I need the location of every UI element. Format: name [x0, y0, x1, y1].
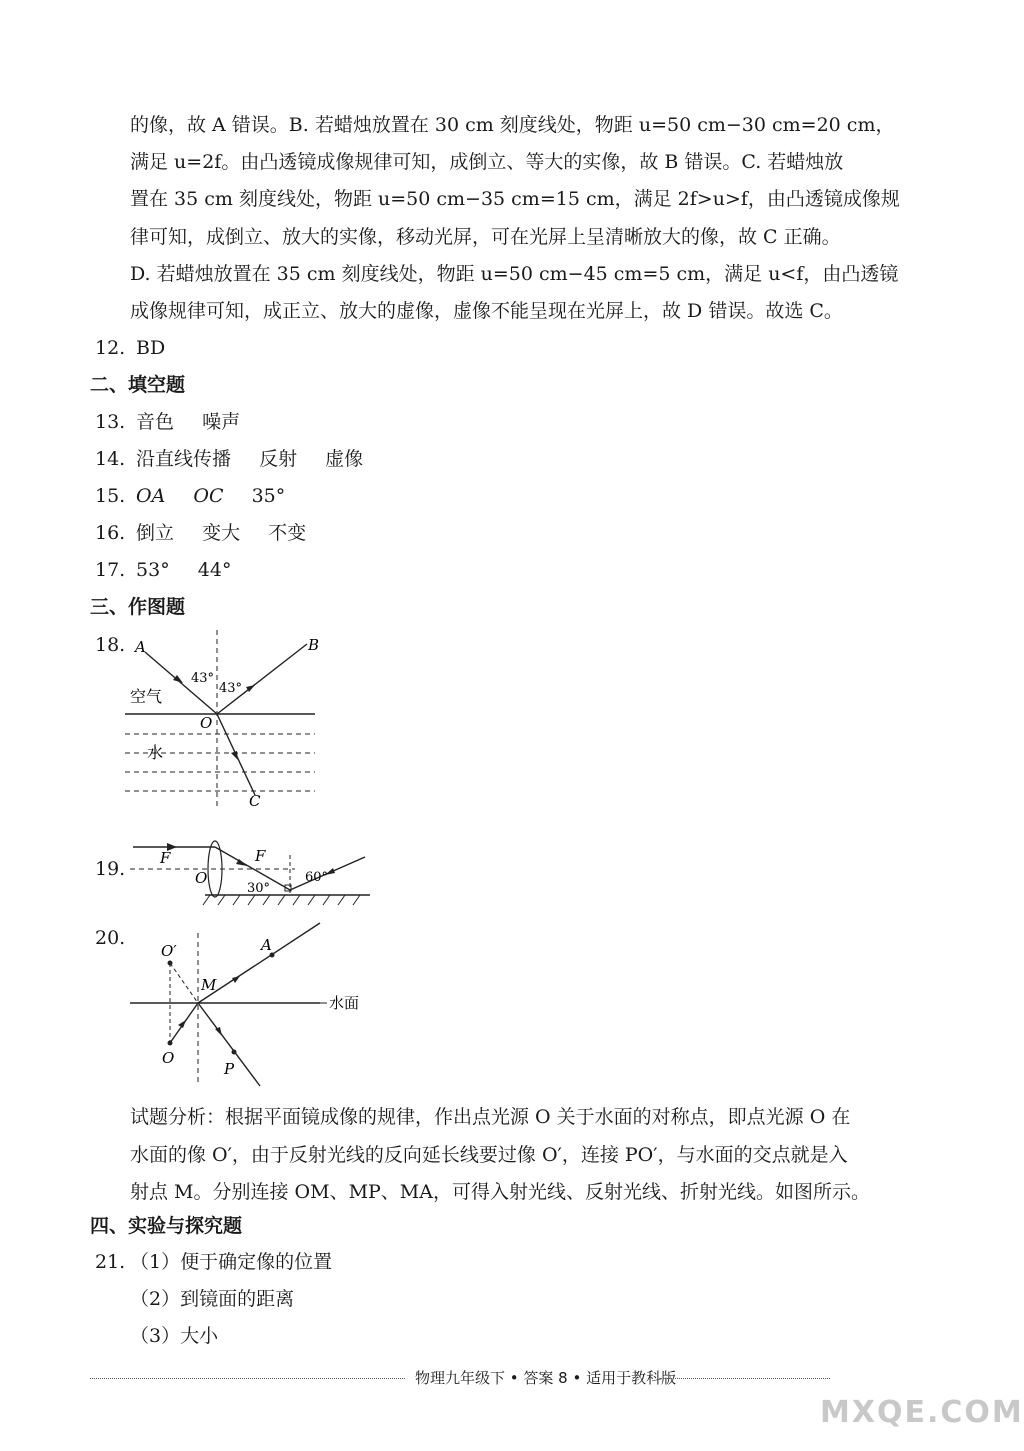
q15-answer: [95, 484, 307, 508]
q17-number: 17.: [95, 559, 126, 581]
q16-item: 倒立: [136, 522, 175, 544]
q19-label-o: O: [195, 869, 208, 887]
q19-label-f-left: F: [160, 849, 171, 867]
q18-number: 18.: [95, 634, 126, 656]
q18-label-o: O: [200, 714, 213, 732]
q20-label-o-prime: O′: [161, 942, 177, 960]
q17-answer: [95, 558, 253, 582]
analysis-line-2: 水面的像 O′，由于反射光线的反向延长线要过像 O′，连接 PO′，与水面的交点就是入: [130, 1144, 848, 1166]
q18-angle-reflect: 43°: [219, 681, 243, 696]
q20-label-a: A: [261, 936, 272, 954]
q20-label-water-surface: 水面: [329, 994, 360, 1012]
paragraph-line-1: 的像，故 A 错误。B. 若蜡烛放置在 30 cm 刻度线处，物距 u=50 cm−30 cm=20 cm，: [130, 114, 895, 136]
section-fill-blank: 二、填空题: [90, 374, 186, 396]
q13-answer: [95, 410, 262, 434]
q12-number: 12.: [95, 337, 126, 359]
q18-label-a: A: [135, 638, 146, 656]
analysis-line-3: 射点 M。分别连接 OM、MP、MA，可得入射光线、反射光线、折射光线。如图所示。: [130, 1181, 870, 1203]
q13-item: 音色: [136, 411, 175, 433]
q18-label-water: 水: [147, 743, 164, 762]
q13-item: 噪声: [202, 411, 241, 433]
q17-item: 44°: [197, 559, 232, 581]
q14-item: 沿直线传播: [136, 448, 232, 470]
q12-answer: [95, 336, 165, 360]
analysis-line-1: 试题分析：根据平面镜成像的规律，作出点光源 O 关于水面的对称点，即点光源 O 在: [130, 1106, 851, 1128]
q15-item: 35°: [251, 485, 286, 507]
section-drawing: 三、作图题: [90, 596, 186, 618]
q19-label-f-right: F: [255, 847, 266, 865]
q19-number: 19.: [95, 858, 126, 880]
q15-item: OC: [193, 485, 224, 507]
q14-number: 14.: [95, 448, 126, 470]
section-experiment: 四、实验与探究题: [90, 1215, 243, 1237]
q14-item: 反射: [259, 448, 298, 470]
footer-dots-left: [90, 1378, 405, 1379]
q16-answer: [95, 521, 328, 545]
q14-item: 虚像: [325, 448, 364, 470]
q18-label-c: C: [249, 792, 261, 810]
q20-label-o: O: [162, 1049, 175, 1067]
paragraph-line-2: 满足 u=2f。由凸透镜成像规律可知，成倒立、等大的实像，故 B 错误。C. 若蜡烛放: [130, 151, 844, 173]
footer-dots-right: [660, 1378, 830, 1379]
q12-value: BD: [136, 337, 166, 359]
paragraph-line-6: 成像规律可知，成正立、放大的虚像，虚像不能呈现在光屏上，故 D 错误。故选 C。: [130, 300, 843, 322]
q20-label-p: P: [224, 1060, 235, 1078]
q15-item: OA: [136, 485, 166, 507]
q18-angle-incident: 43°: [191, 671, 215, 686]
watermark: MXQE.COM: [820, 1395, 1024, 1430]
q20-label-m: M: [201, 976, 217, 994]
q20-number: 20.: [95, 927, 126, 949]
paragraph-line-4: 律可知，成倒立、放大的实像，移动光屏，可在光屏上呈清晰放大的像，故 C 正确。: [130, 226, 841, 248]
q16-item: 不变: [268, 522, 307, 544]
q18-refraction-diagram: [125, 630, 325, 810]
q16-item: 变大: [202, 522, 241, 544]
q18-label-air: 空气: [130, 687, 163, 706]
paragraph-line-5: D. 若蜡烛放置在 35 cm 刻度线处，物距 u=50 cm−45 cm=5 cm，满足 u<f，由凸透镜: [130, 263, 899, 285]
q21-number: 21.: [95, 1251, 126, 1273]
q21-part-3: （3）大小: [130, 1325, 219, 1347]
q19-angle-30: 30°: [247, 881, 271, 896]
q15-number: 15.: [95, 485, 126, 507]
q21-part-1: （1）便于确定像的位置: [130, 1251, 333, 1273]
q19-angle-60: 60°: [305, 870, 329, 885]
q17-item: 53°: [136, 559, 170, 581]
footer-text: 物理九年级下 • 答案 8 • 适用于教科版: [415, 1369, 677, 1387]
q20-reflection-diagram: [125, 918, 375, 1093]
q21-part-2: （2）到镜面的距离: [130, 1288, 295, 1310]
q14-answer: [95, 447, 385, 471]
q19-lens-mirror-diagram: [125, 835, 375, 905]
paragraph-line-3: 置在 35 cm 刻度线处，物距 u=50 cm−35 cm=15 cm，满足 2f>u>f，由凸透镜成像规: [130, 188, 900, 210]
page-footer: [90, 1367, 950, 1391]
q18-label-b: B: [308, 636, 320, 654]
q16-number: 16.: [95, 522, 126, 544]
q13-number: 13.: [95, 411, 126, 433]
